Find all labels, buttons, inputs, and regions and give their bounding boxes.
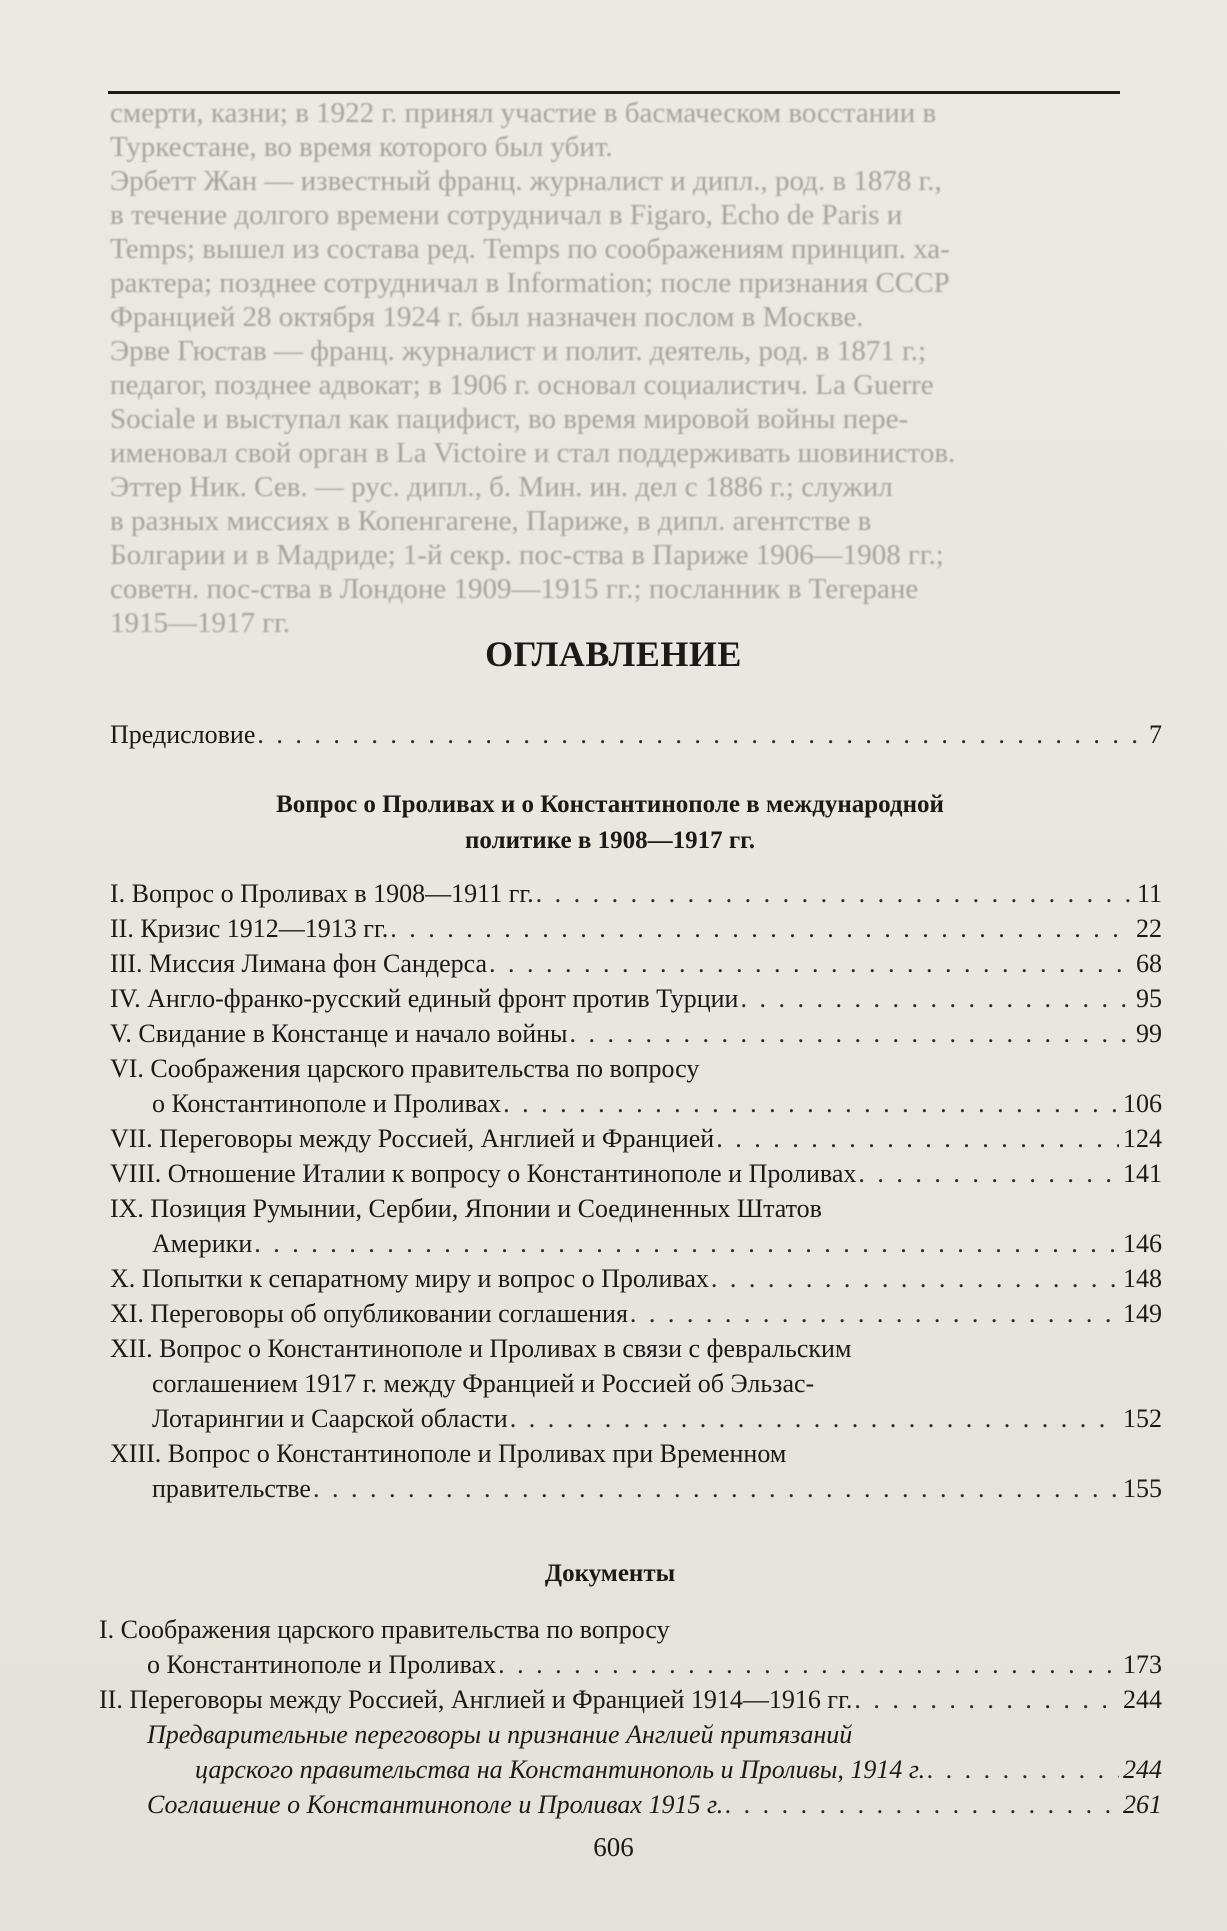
page-number: 7 bbox=[1149, 720, 1162, 749]
entry-text: VIII. Отношение Италии к вопросу о Константинополе и Проливах bbox=[110, 1159, 857, 1188]
toc-entry[interactable] bbox=[110, 1331, 1162, 1436]
toc-entry[interactable] bbox=[110, 1436, 1162, 1506]
bleed-line: Францией 28 октября 1924 г. был назначен послом в Москве. bbox=[110, 301, 864, 333]
toc-entry[interactable] bbox=[147, 1787, 1162, 1822]
page-number: 244 bbox=[1123, 1755, 1162, 1784]
leader-dots bbox=[570, 1016, 1132, 1051]
page-number: 68 bbox=[1136, 949, 1162, 978]
leader-dots bbox=[927, 1752, 1119, 1787]
bleed-line: Туркестане, во время которого был убит. bbox=[110, 131, 613, 163]
leader-dots bbox=[858, 1156, 1119, 1191]
page-number: 155 bbox=[1123, 1474, 1162, 1503]
leader-dots bbox=[313, 1471, 1119, 1506]
leader-dots bbox=[725, 1787, 1119, 1822]
leader-dots bbox=[498, 1647, 1119, 1682]
page-number: 106 bbox=[1123, 1089, 1162, 1118]
entry-text: Америки bbox=[152, 1229, 253, 1258]
page-folio: 606 bbox=[593, 1832, 634, 1862]
page-number: 124 bbox=[1123, 1124, 1162, 1153]
toc-entry-preface[interactable] bbox=[110, 717, 1162, 752]
bleed-line: смерти, казни; в 1922 г. принял участие в басмаческом восстании в bbox=[110, 97, 937, 129]
leader-dots bbox=[536, 876, 1133, 911]
toc-entry[interactable] bbox=[110, 911, 1162, 946]
toc-entry[interactable] bbox=[110, 981, 1162, 1016]
page-number: 95 bbox=[1136, 984, 1162, 1013]
toc-entry[interactable] bbox=[110, 1296, 1162, 1331]
page-number: 148 bbox=[1123, 1264, 1162, 1293]
page-number: 149 bbox=[1123, 1299, 1162, 1328]
toc-entry[interactable] bbox=[110, 1191, 1162, 1261]
leader-dots bbox=[390, 911, 1132, 946]
page-number: 146 bbox=[1123, 1229, 1162, 1258]
page-number: 141 bbox=[1123, 1159, 1162, 1188]
leader-dots bbox=[489, 946, 1132, 981]
leader-dots bbox=[257, 717, 1145, 752]
leader-dots bbox=[711, 1261, 1119, 1296]
entry-text: II. Переговоры между Россией, Англией и Францией 1914—1916 гг. bbox=[99, 1685, 853, 1714]
leader-dots bbox=[716, 1121, 1119, 1156]
entry-text: соглашением 1917 г. между Францией и Россией об Эльзас- bbox=[152, 1369, 815, 1398]
entry-text: II. Кризис 1912—1913 гг. bbox=[110, 914, 389, 943]
toc-title: ОГЛАВЛЕНИЕ bbox=[485, 634, 742, 674]
bleed-line: 1915—1917 гг. bbox=[110, 607, 291, 639]
entry-text: VII. Переговоры между Россией, Англией и Францией bbox=[110, 1124, 715, 1153]
entry-text: о Константинополе и Проливах bbox=[152, 1089, 502, 1118]
page-number: 22 bbox=[1136, 914, 1162, 943]
top-rule bbox=[108, 91, 1120, 94]
section-heading bbox=[150, 1556, 1070, 1592]
entry-text: правительстве bbox=[152, 1474, 311, 1503]
leader-dots bbox=[854, 1682, 1119, 1717]
toc-entry[interactable] bbox=[147, 1717, 1162, 1787]
toc-entry[interactable] bbox=[110, 1156, 1162, 1191]
entry-text: о Константинополе и Проливах bbox=[147, 1650, 497, 1679]
section-heading-line: политике в 1908—1917 гг. bbox=[465, 827, 755, 854]
bleed-line: Sociale и выступал как пацифист, во время мировой войны пере- bbox=[110, 403, 909, 435]
bleed-line: советн. пос-ства в Лондоне 1909—1915 гг.; посланник в Тегеране bbox=[110, 573, 919, 605]
bleed-line: Temps; вышел из состава ред. Temps по соображениям принцип. ха- bbox=[110, 233, 950, 265]
toc-entry[interactable] bbox=[110, 1121, 1162, 1156]
entry-text: Предисловие bbox=[110, 720, 256, 749]
section-heading bbox=[150, 787, 1070, 859]
entry-text: I. Соображения царского правительства по вопросу bbox=[99, 1615, 670, 1644]
bleed-through-text bbox=[110, 96, 1120, 640]
entry-text: V. Свидание в Констанце и начало войны bbox=[110, 1019, 568, 1048]
leader-dots bbox=[254, 1226, 1119, 1261]
entry-text: XIII. Вопрос о Константинополе и Проливах при Временном bbox=[110, 1439, 787, 1468]
entry-text: IX. Позиция Румынии, Сербии, Японии и Соединенных Штатов bbox=[110, 1194, 822, 1223]
entry-text: Соглашение о Константинополе и Проливах 1915 г. bbox=[147, 1790, 724, 1819]
bleed-line: Болгарии и в Мадриде; 1-й секр. пос-ства в Париже 1906—1908 гг.; bbox=[110, 539, 944, 571]
entry-text: XII. Вопрос о Константинополе и Проливах в связи с февральским bbox=[110, 1334, 852, 1363]
toc-entry[interactable] bbox=[110, 946, 1162, 981]
leader-dots bbox=[740, 981, 1132, 1016]
entry-text: III. Миссия Лимана фон Сандерса bbox=[110, 949, 487, 978]
entry-text: X. Попытки к сепаратному миру и вопрос о Проливах bbox=[110, 1264, 709, 1293]
toc-entry[interactable] bbox=[110, 1016, 1162, 1051]
page-number: 244 bbox=[1123, 1685, 1162, 1714]
bleed-line: в течение долгого времени сотрудничал в Figaro, Echo de Paris и bbox=[110, 199, 903, 231]
bleed-line: Эрбетт Жан — известный франц. журналист и дипл., род. в 1878 г., bbox=[110, 165, 942, 197]
toc-entry[interactable] bbox=[110, 1261, 1162, 1296]
entry-text: VI. Соображения царского правительства по вопросу bbox=[110, 1054, 700, 1083]
section-heading-line: Документы bbox=[544, 1560, 676, 1587]
bleed-line: Эттер Ник. Сев. — рус. дипл., б. Мин. ин. дел с 1886 г.; служил bbox=[110, 471, 893, 503]
leader-dots bbox=[503, 1086, 1119, 1121]
toc-entry[interactable] bbox=[99, 1682, 1162, 1717]
entry-text: I. Вопрос о Проливах в 1908—1911 гг. bbox=[110, 879, 534, 908]
page-number: 173 bbox=[1123, 1650, 1162, 1679]
bleed-line: рактера; позднее сотрудничал в Information; после признания СССР bbox=[110, 267, 950, 299]
leader-dots bbox=[630, 1296, 1119, 1331]
bleed-line: именовал свой орган в La Victoire и стал поддерживать шовинистов. bbox=[110, 437, 956, 469]
entry-text: Лотарингии и Саарской области bbox=[152, 1404, 508, 1433]
entry-text: IV. Англо-франко-русский единый фронт против Турции bbox=[110, 984, 739, 1013]
toc-entry[interactable] bbox=[110, 1051, 1162, 1121]
entry-text: XI. Переговоры об опубликовании соглашения bbox=[110, 1299, 628, 1328]
entry-text: царского правительства на Константинополь и Проливы, 1914 г. bbox=[195, 1755, 926, 1784]
toc-entry[interactable] bbox=[99, 1612, 1162, 1682]
bleed-line: в разных миссиях в Копенгагене, Париже, в дипл. агентстве в bbox=[110, 505, 872, 537]
page-number: 152 bbox=[1123, 1404, 1162, 1433]
page-number: 11 bbox=[1136, 879, 1162, 908]
entry-text: Предварительные переговоры и признание Англией притязаний bbox=[147, 1720, 853, 1749]
bleed-line: педагог, позднее адвокат; в 1906 г. основал социалистич. La Guerre bbox=[110, 369, 934, 401]
leader-dots bbox=[510, 1401, 1119, 1436]
section-heading-line: Вопрос о Проливах и о Константинополе в международной bbox=[276, 791, 944, 818]
page-number: 99 bbox=[1136, 1019, 1162, 1048]
page-number: 261 bbox=[1123, 1790, 1162, 1819]
toc-entry[interactable] bbox=[110, 876, 1162, 911]
bleed-line: Эрве Гюстав — франц. журналист и полит. деятель, род. в 1871 г.; bbox=[110, 335, 927, 367]
